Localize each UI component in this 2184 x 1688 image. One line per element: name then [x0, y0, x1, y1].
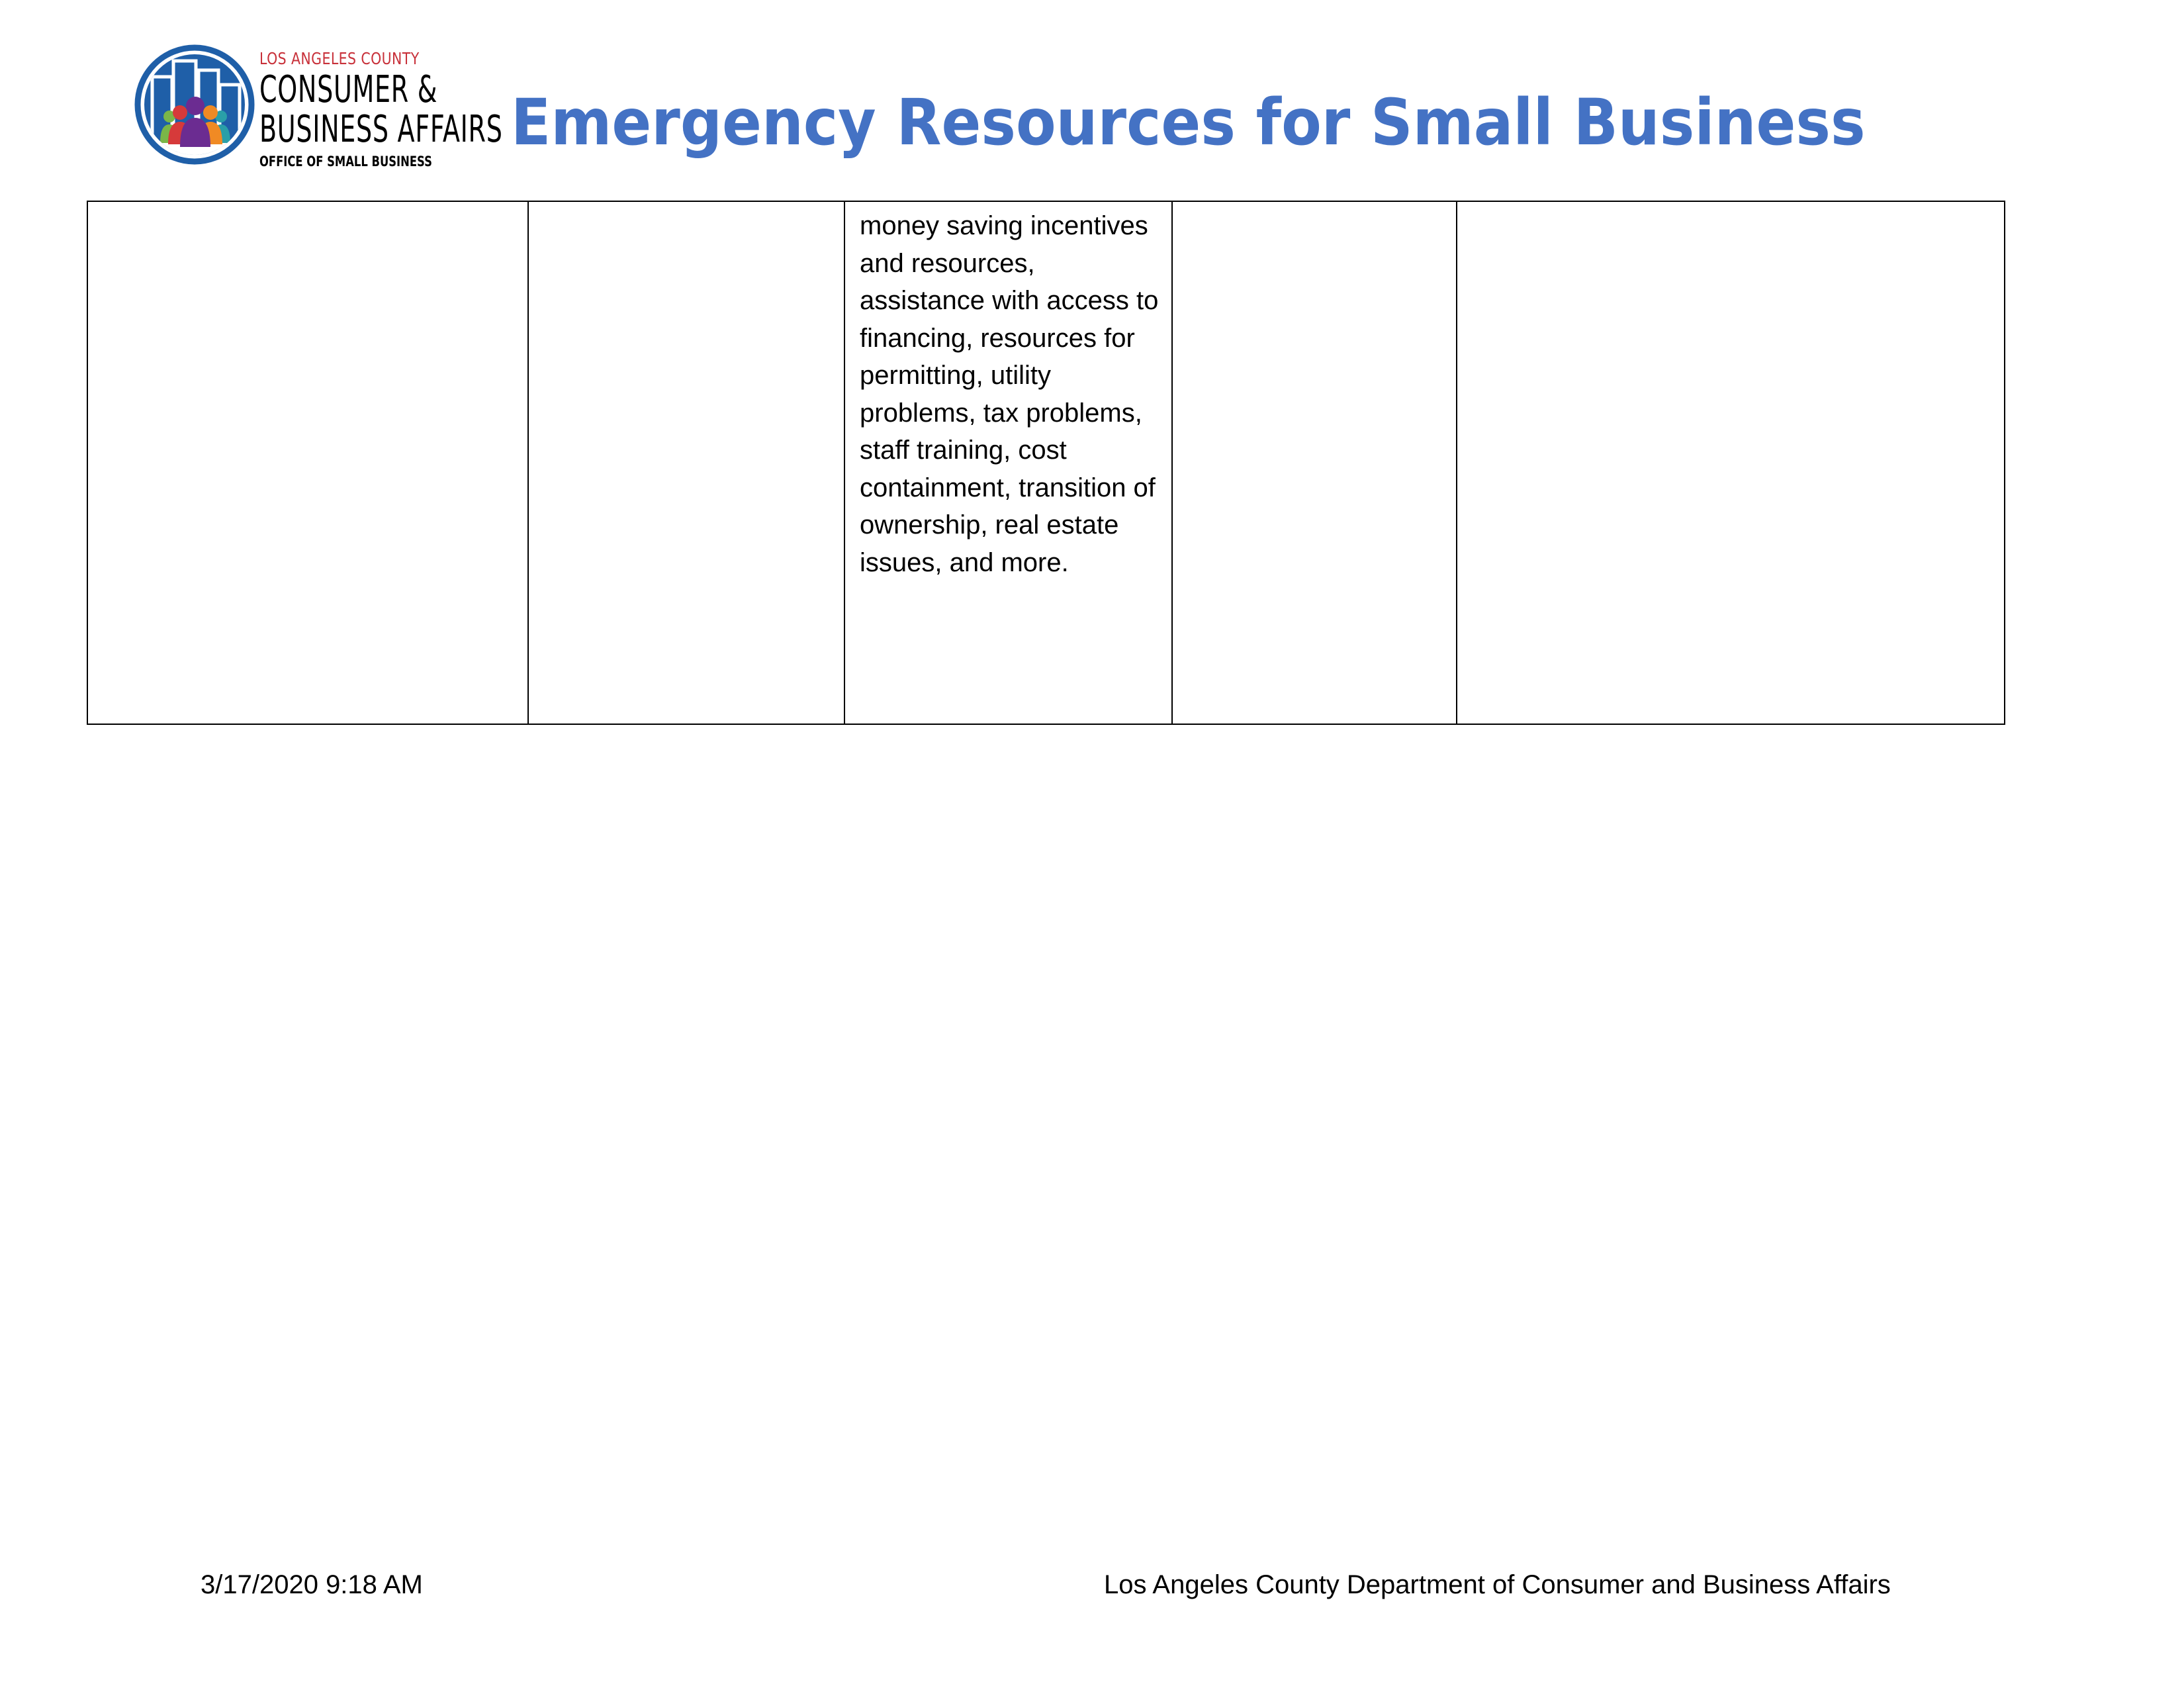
table-cell-text: [1457, 202, 2004, 207]
footer-department: Los Angeles County Department of Consumer and Business Affairs: [1104, 1570, 1891, 1599]
table-cell: [1172, 201, 1457, 724]
organization-logo: [134, 40, 503, 172]
table-row: [87, 201, 2005, 724]
logo-line-consumer: CONSUMER &: [259, 68, 438, 111]
footer-datetime: 3/17/2020 9:18 AM: [201, 1570, 423, 1599]
logo-county-text: LOS ANGELES COUNTY: [259, 49, 420, 68]
table-cell: [1457, 201, 2005, 724]
page-title: Emergency Resources for Small Business: [511, 85, 1866, 160]
description-text: money saving incentives and resources, assistance with access to financing, resources for permitting, utility problems, tax problems, staff training, cost containment, transition of ownership, real estate issues, and more.: [860, 211, 1159, 577]
resources-table: [87, 201, 2005, 725]
city-skyline-people-logo-icon: [134, 44, 255, 165]
logo-line-business-affairs: BUSINESS AFFAIRS: [259, 108, 503, 151]
table-cell-text: [1173, 202, 1456, 207]
logo-office-text: OFFICE OF SMALL BUSINESS: [259, 154, 432, 169]
table-cell-text: [529, 202, 844, 207]
table-cell-text: [88, 202, 527, 207]
table-cell: [87, 201, 528, 724]
table-cell: [528, 201, 844, 724]
table-cell-description: [844, 201, 1172, 724]
